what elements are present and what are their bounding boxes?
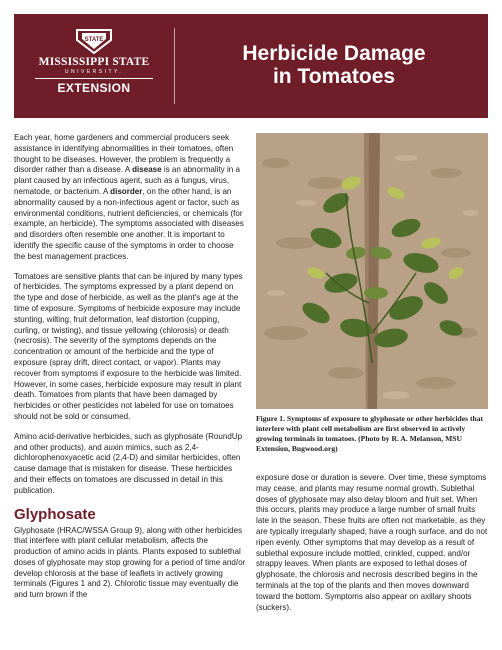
msu-extension-logo — [34, 28, 154, 108]
logo-university-name: MISSISSIPPI STATE — [38, 56, 150, 68]
logo-extension-word: EXTENSION — [57, 81, 131, 95]
intro-paragraph-3: Amino acid-derivative herbicides, such as glyphosate (RoundUp and other products), and auxin mimics, such as 2,4-dichlorophenoxyacetic acid (2,4-D) and similar herbicides, often cause damage that is mistaken for disease. These herbicides and their effects on tomatoes are discussed in detail in this publication. — [14, 431, 243, 495]
intro-paragraph-2: Tomatoes are sensitive plants that can be injured by many types of herbicides. The symptoms expressed by a plant depend on the type and dose of herbicide, as well as the plant's age at the time of exposure. Symptoms of herbicide exposure may include stunting, wilting, fruit deformation, leaf distortion (cupping, curling, or twisting), and tissue yellowing (chlorosis) or death (necrosis). The severity of the symptoms depends on the concentration or amount of the herbicide and the type of exposure (spray drift, direct contact, or vapor). Plants may recover from symptoms if exposure to the herbicide was limited. However, in some cases, herbicide exposure may result in plant death. Tomatoes from plants that have been damaged by herbicides or other pesticides not labeled for use on tomatoes should not be sold or consumed. — [14, 271, 243, 421]
intro-p1-text-b: is an abnormality in a plant caused by an infectious agent, such as a fungus, virus, nematode, or bacterium. A — [14, 165, 240, 196]
figure-1-caption: Figure 1. Symptoms of exposure to glyphosate or other herbicides that interfere with plant cell metabolism are first observed in actively growing terminals in tomatoes. (Photo by R. A. Melanson, MSU Extension, Bugwood.org) — [256, 414, 484, 453]
logo-state-word: STATE — [84, 37, 104, 43]
figure-1-photo — [256, 133, 488, 409]
left-column — [14, 133, 246, 610]
right-column-continued — [256, 473, 488, 613]
section-heading-glyphosate: Glyphosate — [14, 505, 96, 523]
logo-university-word: UNIVERSITY. — [64, 69, 124, 75]
intro-p1-text-c: , on the other hand, is an abnormality caused by a non-infectious agent or factor, such as environmental conditions, nutrient deficiencies, or chemicals (for example, an herbicide). The symptoms associated with diseases and disorders often resemble one another. It is important to identify the specific cause of the symptoms in order to choose the best management practices. — [14, 186, 244, 261]
intro-p1-text-a: Each year, home gardeners and commercial producers seek assistance in identifying abnormalities in their tomatoes, often thought to be diseases. However, the problem is frequently a disorder rather than a disease. A — [14, 133, 234, 175]
glyphosate-paragraph-1: Glyphosate (HRAC/WSSA Group 9), along with other herbicides that interfere with plant cellular metabolism, affects the production of amino acids in plants. Plants exposed to sublethal doses of glyphosate may stop growing for a period of time and/or develop chlorosis at the base of leaflets in actively growing terminals (Figures 1 and 2). Chlorotic tissue may eventually die and turn brown if the — [14, 525, 246, 600]
logo-divider — [35, 78, 153, 79]
header-maroon-panel — [14, 14, 488, 118]
term-disease: disease — [132, 165, 162, 175]
header-banner — [0, 0, 502, 122]
tomato-plant-photo-illustration — [256, 133, 488, 409]
page-title-line-2: in Tomatoes — [272, 65, 396, 88]
msu-shield-logo-icon — [75, 28, 113, 54]
term-disorder: disorder — [110, 186, 143, 196]
header-divider — [174, 28, 175, 104]
glyphosate-paragraph-continued: exposure dose or duration is severe. Over time, these symptoms may cease, and plants may resume normal growth. Sublethal doses of glyphosate may also delay bloom and fruit set. When this occurs, plants may produce a large number of small fruits late in the season. These fruits are often not marketable, as they are typically irregularly shaped, have a rough surface, and do not ripen evenly. Other symptoms that may develop as a result of sublethal exposure include mottled, crinkled, cupped, and/or strappy leaves. When plants are exposed to lethal doses of glyphosate, the chlorosis and necrosis described begins in the terminals at the top of the plants and then moves downward toward the bottom. Symptoms also appear on axillary shoots (suckers). — [256, 473, 488, 612]
intro-paragraph-1 — [14, 133, 246, 263]
page-title — [184, 42, 484, 88]
page-title-line-1: Herbicide Damage — [242, 42, 426, 65]
